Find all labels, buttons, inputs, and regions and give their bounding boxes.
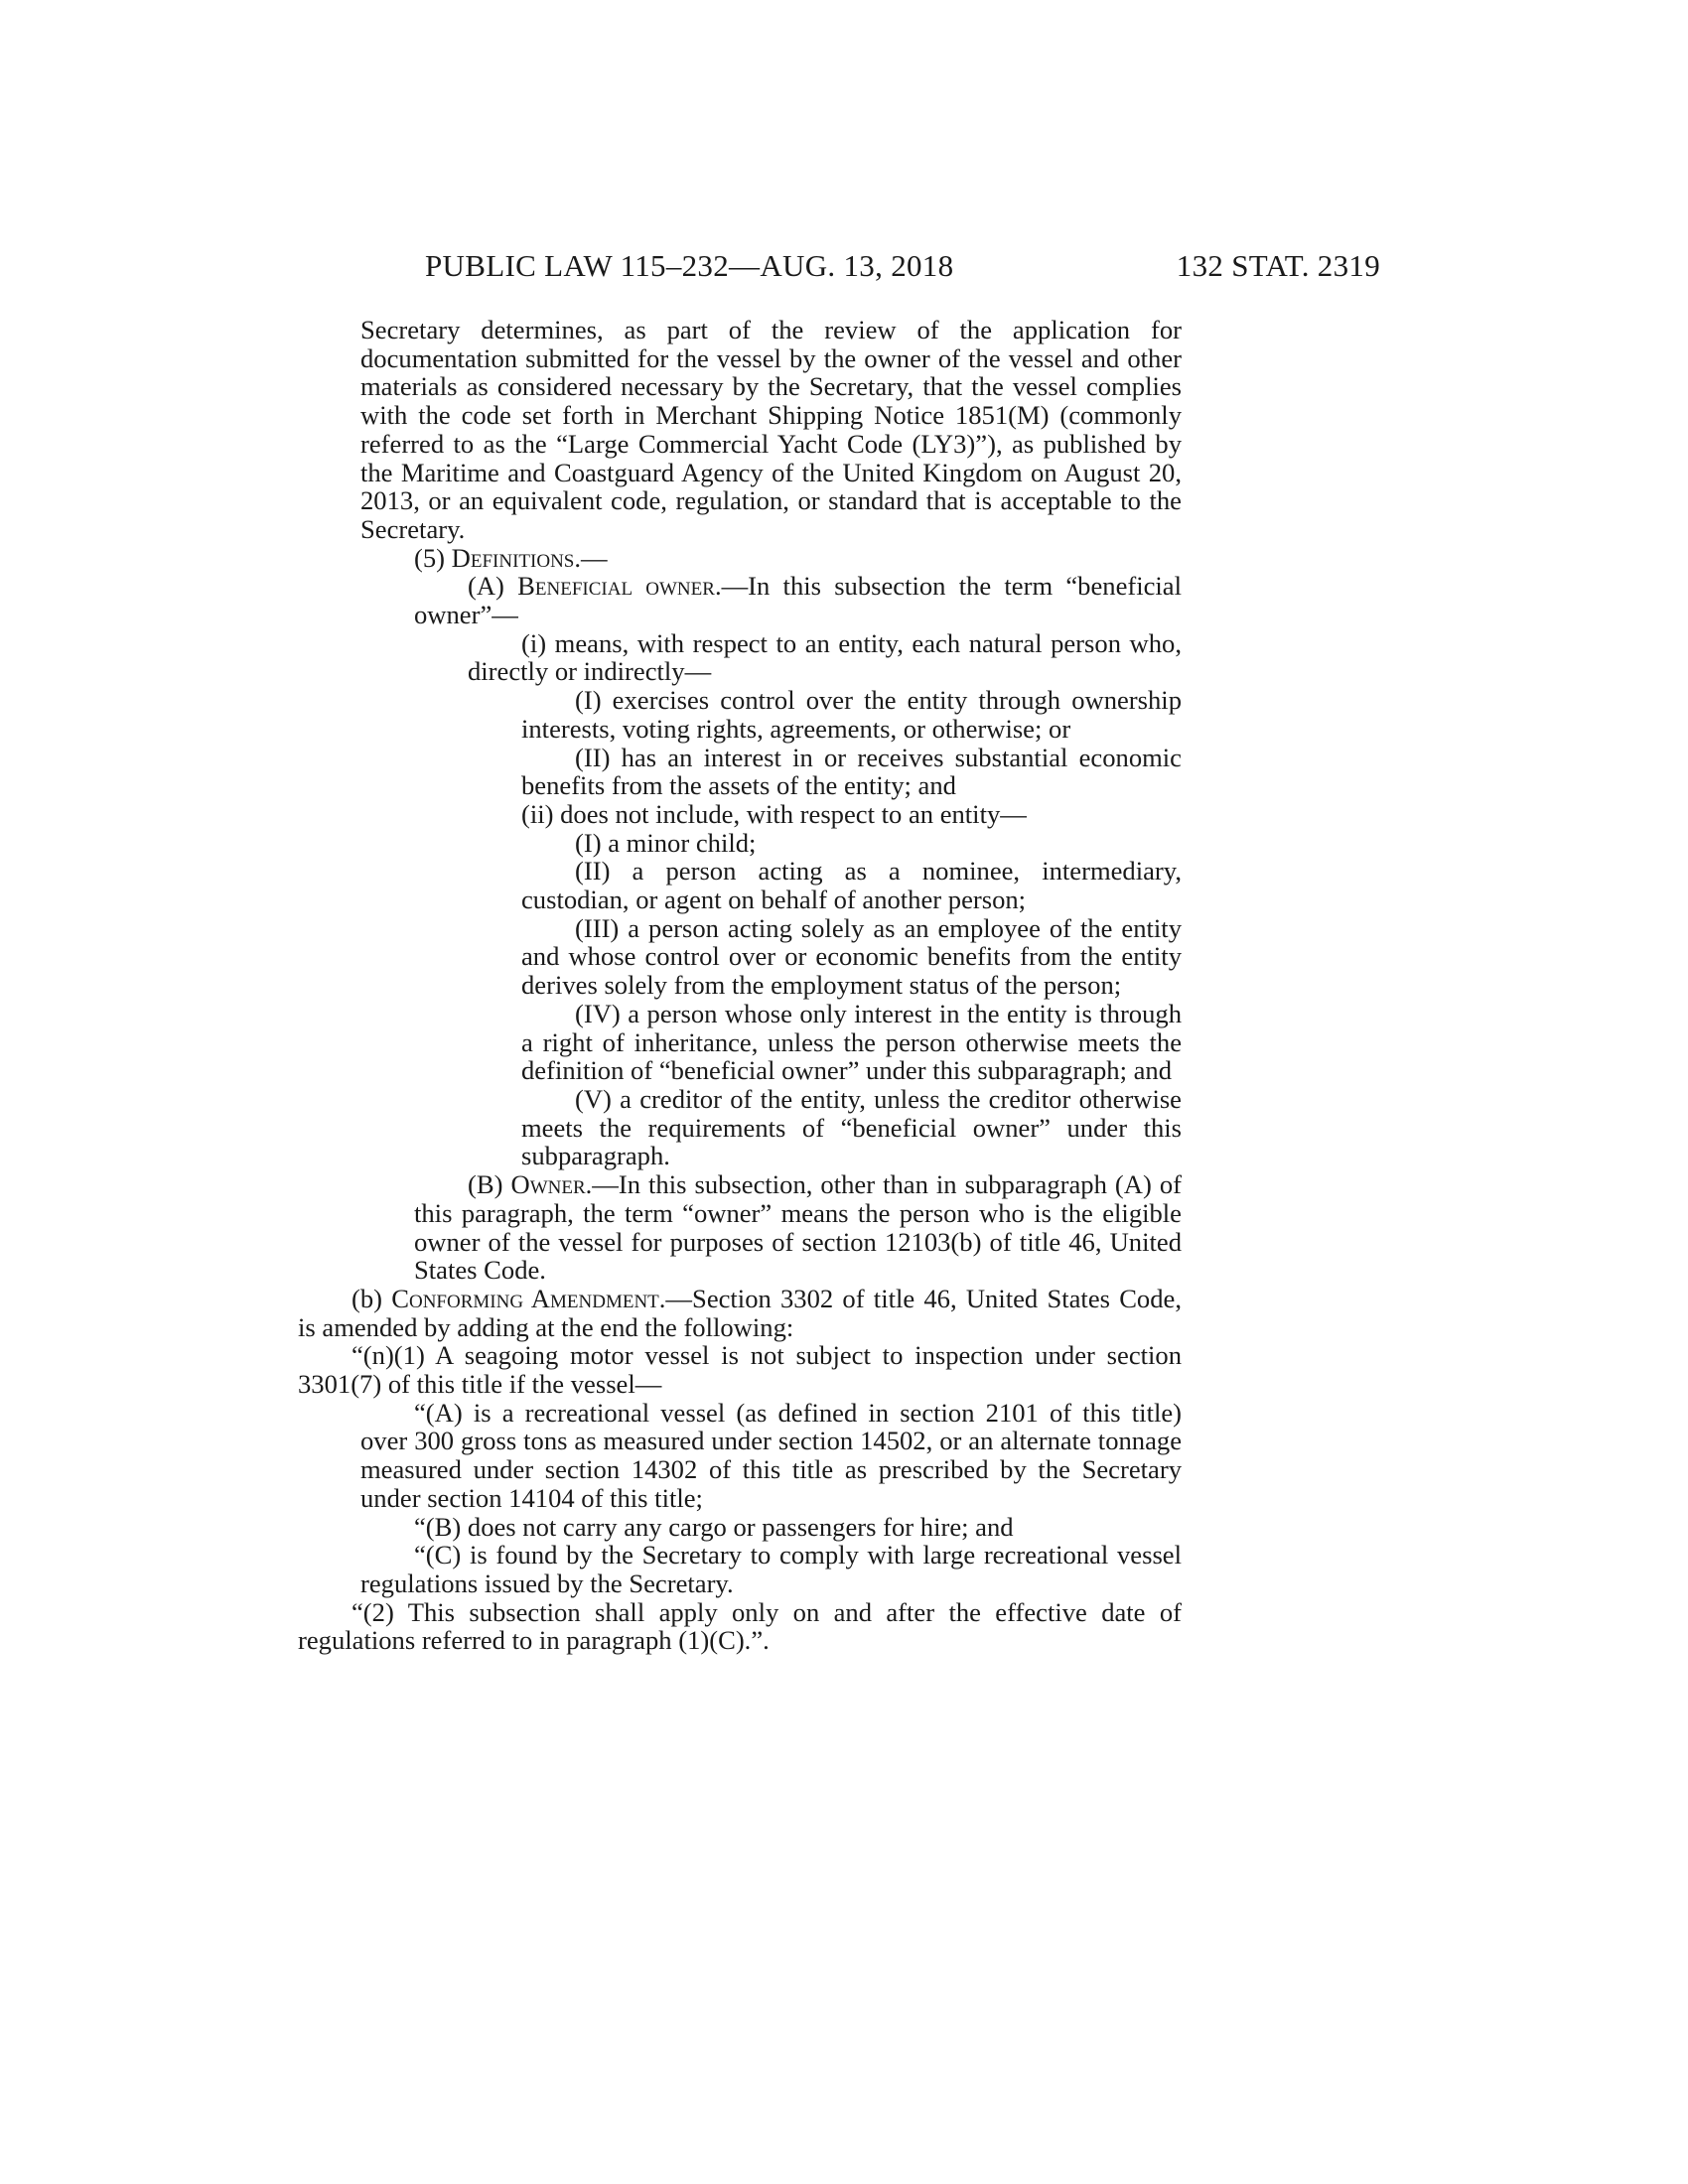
subparagraph-text: .—In this subsection, other than in subparagraph (A) of this paragraph, the term “owner” means the person who is the eligible owner of the vessel for purposes of section 12103(b) of title 46, United States Code. — [414, 1169, 1182, 1286]
subparagraph-heading: Owner — [510, 1169, 586, 1200]
subsection-heading: Conforming Amendment — [391, 1283, 659, 1313]
subclause-i-minor-child: (I) a minor child; — [575, 827, 757, 858]
subclause-ii-nominee: (II) a person acting as a nominee, intermediary, custodian, or agent on behalf of another person; — [521, 856, 1182, 915]
subparagraph-number: (B) — [468, 1169, 511, 1200]
law-title: PUBLIC LAW 115–232—AUG. 13, 2018 — [425, 248, 954, 283]
subclause-v-creditor: (V) a creditor of the entity, unless the creditor otherwise meets the requirements of “beneficial owner” under this subparagraph. — [521, 1083, 1182, 1171]
subsection-b-conforming-amendment — [298, 1285, 1182, 1341]
paragraph-heading: Definitions — [451, 542, 575, 573]
paragraph-continuation: Secretary determines, as part of the review of the application for documentation submitted for the vessel by the owner of the vessel and other materials as considered necessary by the Secretary, that the vessel complies with the code set forth in Merchant Shipping Notice 1851(M) (commonly referred to as the “Large Commercial Yacht Code (LY3)”), as published by the Maritime and Coastguard Agency of the United Kingdom on August 20, 2013, or an equivalent code, regulation, or standard that is acceptable to the Secretary. — [360, 315, 1182, 544]
subclause-iv-inheritance: (IV) a person whose only interest in the entity is through a right of inheritance, unless the person otherwise meets the definition of “beneficial owner” under this subparagraph; and — [521, 998, 1182, 1086]
subparagraph-heading: Beneficial owner — [517, 571, 715, 602]
paragraph-5-definitions — [298, 544, 1182, 573]
statute-text — [298, 316, 1182, 1655]
quoted-subparagraph-b: “(B) does not carry any cargo or passengers for hire; and — [414, 1511, 1014, 1542]
quoted-subparagraph-a: “(A) is a recreational vessel (as defined in section 2101 of this title) over 300 gross tons as measured under section 14502, or an alternate tonnage measured under section 14302 of this title as prescribed by the Secretary under section 14104 of this title; — [360, 1397, 1182, 1513]
subparagraph-b-owner — [298, 1170, 1182, 1285]
paragraph-number: (5) — [414, 542, 452, 573]
paragraph-text: .— — [574, 542, 608, 573]
subparagraph-a-beneficial-owner — [298, 572, 1182, 628]
quoted-subparagraph-c: “(C) is found by the Secretary to comply with large recreational vessel regulations issued by the Secretary. — [360, 1540, 1182, 1598]
subclause-iii-employee: (III) a person acting solely as an employee of the entity and whose control over or economic benefits from the entity derives solely from the employment status of the person; — [521, 912, 1182, 1001]
clause-ii: (ii) does not include, with respect to an entity— — [521, 798, 1027, 829]
page-header — [298, 248, 1380, 288]
subclause-i-control: (I) exercises control over the entity through ownership interests, voting rights, agreements, or otherwise; or — [521, 685, 1182, 744]
quoted-paragraph-n1: “(n)(1) A seagoing motor vessel is not subject to inspection under section 3301(7) of this title if the vessel— — [298, 1340, 1182, 1400]
quoted-paragraph-2: “(2) This subsection shall apply only on and after the effective date of regulations referred to in paragraph (1)(C).”. — [298, 1596, 1182, 1656]
subparagraph-text: .—In this subsection the term “beneficial owner”— — [414, 571, 1183, 630]
subsection-number: (b) — [352, 1283, 392, 1313]
subparagraph-number: (A) — [468, 571, 518, 602]
subclause-ii-interest: (II) has an interest in or receives substantial economic benefits from the assets of the entity; and — [521, 742, 1182, 801]
clause-i: (i) means, with respect to an entity, each natural person who, directly or indirectly— — [468, 627, 1182, 687]
statute-page-reference: 132 STAT. 2319 — [1176, 248, 1380, 283]
subsection-text: .—Section 3302 of title 46, United States Code, is amended by adding at the end the following: — [298, 1283, 1182, 1342]
